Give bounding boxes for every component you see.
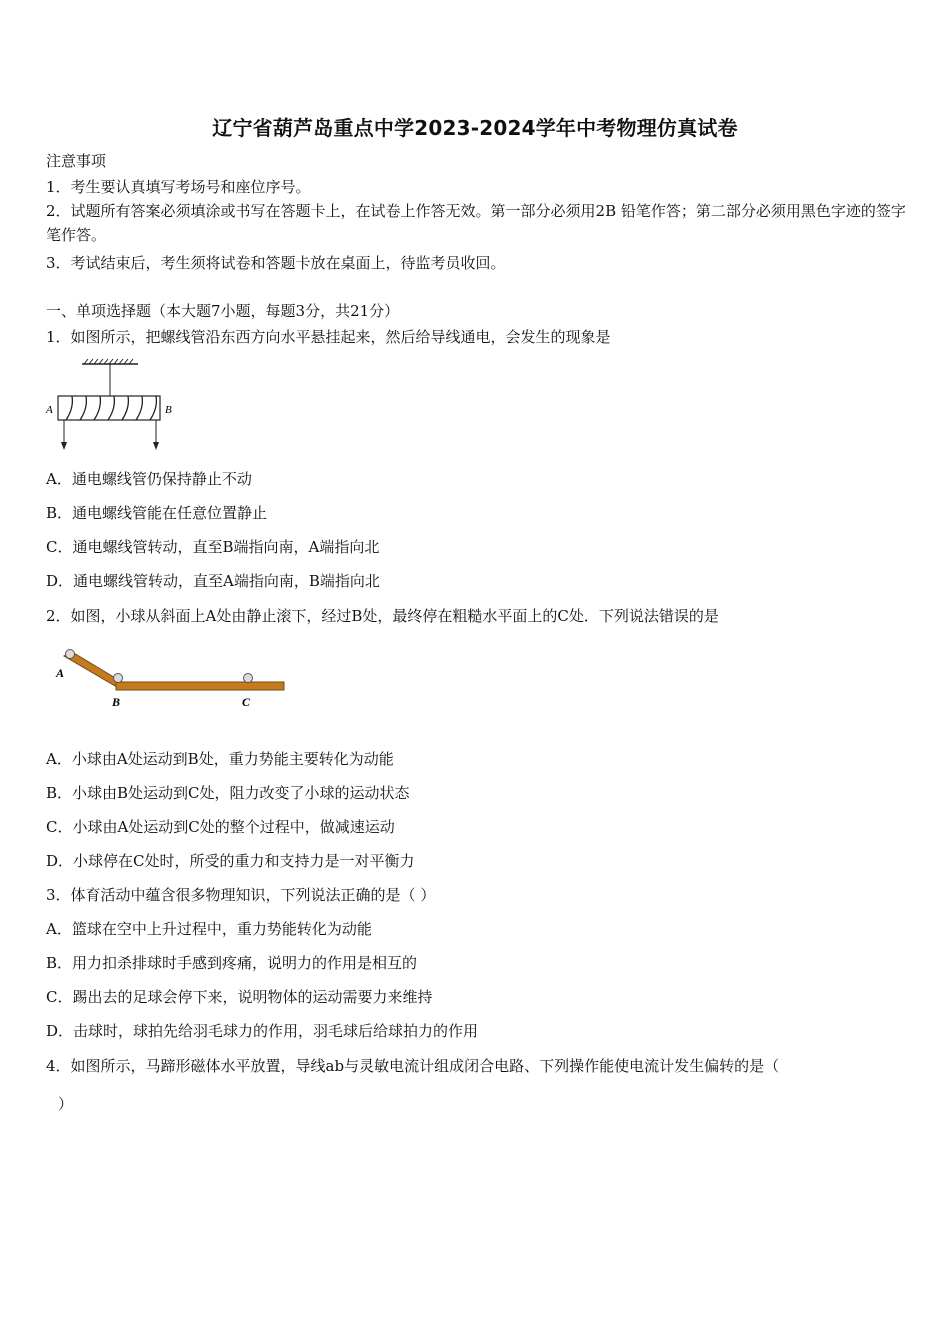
notice-item-2: 2．试题所有答案必须填涂或书写在答题卡上，在试卷上作答无效。第一部分必须用2B 铅笔作答；第二部分必须用黑色字迹的签字笔作答。 [46,202,906,244]
q3-option-a: A．篮球在空中上升过程中，重力势能转化为动能 [46,920,372,938]
solenoid-tube [58,396,160,420]
left-arrow [61,442,67,450]
label-b: B [112,695,121,709]
q2-option-c: C．小球由A处运动到C处的整个过程中，做减速运动 [46,818,395,836]
right-arrow [153,442,159,450]
q2-option-a: A．小球由A处运动到B处，重力势能主要转化为动能 [46,750,394,768]
question-4-stem-cont: ） [58,1095,74,1113]
label-a: A [46,404,53,416]
label-c: C [242,695,251,709]
question-3-stem: 3．体育活动中蕴含很多物理知识，下列说法正确的是（ ） [46,886,436,904]
ball-b [114,674,123,683]
ball-c [244,674,253,683]
section-heading: 一、单项选择题（本大题7小题，每题3分，共21分） [46,302,400,320]
q2-option-b: B．小球由B处运动到C处，阻力改变了小球的运动状态 [46,784,410,802]
solenoid-figure [44,356,184,456]
label-b: B [165,404,172,416]
rough-surface [116,682,284,690]
notice-item-1: 1．考生要认真填写考场号和座位序号。 [46,178,311,196]
notice-item-3: 3．考试结束后，考生须将试卷和答题卡放在桌面上，待监考员收回。 [46,254,506,272]
q3-option-d: D．击球时，球拍先给羽毛球力的作用，羽毛球后给球拍力的作用 [46,1022,479,1040]
q1-option-d: D．通电螺线管转动，直至A端指向南，B端指向北 [46,572,380,590]
question-4-stem: 4．如图所示，马蹄形磁体水平放置，导线ab与灵敏电流计组成闭合电路、下列操作能使电流计发生偏转的是（ [46,1057,780,1075]
ball-a [66,650,75,659]
coil-windings [66,396,156,420]
notice-heading: 注意事项 [46,152,107,170]
ramp-figure [50,644,290,712]
q1-option-c: C．通电螺线管转动，直至B端指向南，A端指向北 [46,538,380,556]
label-a: A [56,666,65,680]
q1-option-a: A．通电螺线管仍保持静止不动 [46,470,252,488]
question-1-stem: 1．如图所示，把螺线管沿东西方向水平悬挂起来，然后给导线通电，会发生的现象是 [46,328,611,346]
q1-option-b: B．通电螺线管能在任意位置静止 [46,504,268,522]
page-title: 辽宁省葫芦岛重点中学2023-2024学年中考物理仿真试卷 [212,116,738,140]
question-2-stem: 2．如图，小球从斜面上A处由静止滚下，经过B处，最终停在粗糙水平面上的C处．下列说法错误的是 [46,607,719,625]
q3-option-b: B．用力扣杀排球时手感到疼痛，说明力的作用是相互的 [46,954,418,972]
q3-option-c: C．踢出去的足球会停下来，说明物体的运动需要力来维持 [46,988,433,1006]
q2-option-d: D．小球停在C处时，所受的重力和支持力是一对平衡力 [46,852,415,870]
